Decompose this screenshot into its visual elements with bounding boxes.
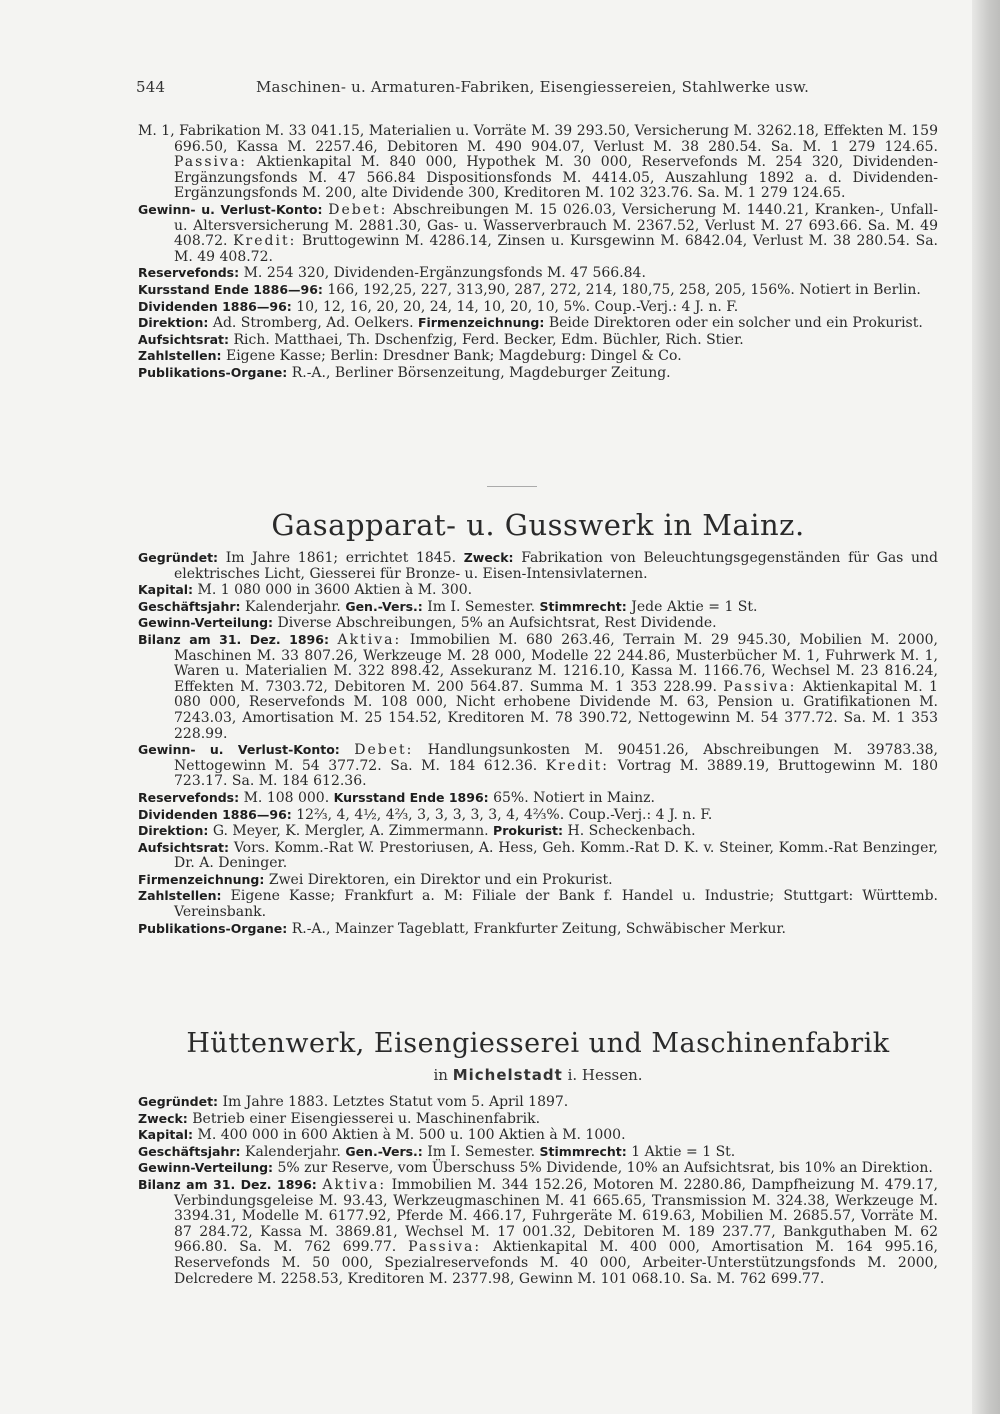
- dividenden-text: 12⅔, 4, 4½, 4⅔, 3, 3, 3, 3, 3, 4, 4⅔%. Coup.-Verj.: 4 J. n. F.: [296, 806, 713, 823]
- kapital-label: Kapital:: [138, 1127, 194, 1143]
- company-3-subtitle: [138, 1066, 938, 1084]
- bilanz-label: Bilanz am 31. Dez. 1896:: [138, 631, 329, 647]
- geschaeftsjahr-label: Geschäftsjahr:: [138, 598, 241, 614]
- debet-label: Debet:: [328, 201, 388, 218]
- reservefonds-label: Reservefonds:: [138, 789, 240, 805]
- kapital-text: M. 400 000 in 600 Aktien à M. 500 u. 100 Aktien à M. 1000.: [197, 1127, 626, 1144]
- kredit-text: Vortrag M. 3889.19, Bruttogewinn M. 180 723.17. Sa. M. 184 612.36.: [174, 757, 938, 790]
- aufsichtsrat-entry: [138, 840, 938, 872]
- genvers-text: Im I. Semester.: [427, 598, 536, 615]
- passiva-label: Passiva:: [723, 678, 797, 695]
- dividenden-entry: [138, 299, 938, 316]
- kapital-label: Kapital:: [138, 582, 194, 598]
- bilanz-entry: [138, 632, 938, 742]
- kursstand-entry: [138, 282, 938, 299]
- aufsichtsrat-entry: [138, 332, 938, 349]
- genvers-label: Gen.-Vers.:: [345, 598, 423, 614]
- kredit-label: Kredit:: [545, 757, 610, 774]
- gegruendet-label: Gegründet:: [138, 550, 219, 565]
- bilanz-label: Bilanz am 31. Dez. 1896:: [138, 1176, 317, 1192]
- kapital-entry: [138, 582, 938, 599]
- publikation-entry: [138, 921, 938, 938]
- kapital-entry: [138, 1127, 938, 1144]
- firmenzeichnung-text: Beide Direktoren oder ein solcher und ein Prokurist.: [548, 315, 923, 332]
- passiva-label: Passiva:: [174, 154, 247, 171]
- prokurist-label: Prokurist:: [493, 823, 564, 839]
- kredit-text: Bruttogewinn M. 4286.14, Zinsen u. Kursgewinn M. 6842.04, Verlust M. 38 280.54. Sa. M. 49 408.72.: [174, 233, 938, 265]
- genvers-text: Im I. Semester.: [427, 1143, 536, 1160]
- bilanz-continued: [138, 124, 938, 202]
- gewinn-verlust-konto: [138, 742, 938, 790]
- genvers-label: Gen.-Vers.:: [345, 1143, 423, 1159]
- direktion-label: Direktion:: [138, 315, 209, 331]
- subtitle-prefix: in: [433, 1066, 448, 1084]
- gegruendet-entry: [138, 550, 938, 582]
- passiva-text: Aktienkapital M. 400 000, Amortisation M. 164 995.16, Reservefonds M. 50 000, Spezialreservefonds M. 40 000, Arbeiter-Unterstützungsfonds M. 2000, Delcredere M. 2258.53, Kreditoren M. 2377.98, Gewinn M. 101 068.10. Sa. M. 762 699.77.: [174, 1239, 939, 1287]
- passiva-text: Aktienkapital M. 840 000, Hypothek M. 30 000, Reservefonds M. 254 320, Dividenden-Ergänzungsfonds M. 47 566.84 Dispositionsfonds M. 4414.05, Auszahlung 1892 a. d. Dividenden-Ergänzungsfonds M. 200, alte Dividende 300, Kreditoren M. 102 323.76. Sa. M. 1 279 124.65.: [174, 154, 938, 202]
- zahlstellen-entry: [138, 348, 938, 365]
- direktion-text: Ad. Stromberg, Ad. Oelkers.: [212, 315, 414, 332]
- passiva-text: Aktienkapital M. 1 080 000, Reservefonds M. 108 000, Nicht erhobene Dividende M. 63, Pension u. Gratifikationen M. 7243.03, Amortisation M. 25 154.52, Kreditoren M. 78 390.72, Nettogewinn M. 54 377.72. Sa. M. 1 353 228.99.: [174, 678, 938, 742]
- aktiva-label: Aktiva:: [337, 631, 402, 648]
- gegruendet-label: Gegründet:: [138, 1094, 219, 1109]
- company-3-body: [138, 1094, 938, 1287]
- gewinn-label: Gewinn- u. Verlust-Konto:: [138, 742, 340, 758]
- gewinnverteilung-entry: [138, 615, 938, 632]
- stimmrecht-text: 1 Aktie = 1 St.: [631, 1143, 736, 1160]
- zweck-entry: [138, 1111, 938, 1128]
- subtitle-town: Michelstadt: [452, 1066, 563, 1084]
- gegruendet-text: Im Jahre 1883. Letztes Statut vom 5. April 1897.: [222, 1094, 569, 1110]
- direktion-entry: [138, 823, 938, 840]
- kursstand-label: Kursstand Ende 1886—96:: [138, 281, 323, 297]
- bilanz-entry: [138, 1177, 938, 1287]
- publikation-label: Publikations-Organe:: [138, 364, 288, 380]
- gewinnverteilung-entry: [138, 1160, 938, 1177]
- gewinnverteilung-text: 5% zur Reserve, vom Überschuss 5% Dividende, 10% an Aufsichtsrat, bis 10% an Direktion.: [277, 1160, 933, 1177]
- kapital-text: M. 1 080 000 in 3600 Aktien à M. 300.: [197, 582, 473, 599]
- aufsichtsrat-text: Vors. Komm.-Rat W. Prestoriusen, A. Hess, Geh. Komm.-Rat D. K. v. Steiner, Komm.-Rat Benzinger, Dr. A. Deninger.: [174, 839, 938, 872]
- zahlstellen-entry: [138, 888, 938, 920]
- firmenzeichnung-entry: [138, 872, 938, 889]
- running-title: Maschinen- u. Armaturen-Fabriken, Eisengiessereien, Stahlwerke usw.: [256, 78, 810, 96]
- page-number: 544: [136, 78, 166, 96]
- subtitle-suffix: i. Hessen.: [567, 1066, 643, 1084]
- direktion-entry: [138, 315, 938, 332]
- publikation-entry: [138, 365, 938, 382]
- geschaeftsjahr-entry: [138, 1144, 938, 1161]
- reservefonds-entry: [138, 790, 938, 807]
- section-divider: [487, 486, 537, 487]
- gewinnverteilung-label: Gewinn-Verteilung:: [138, 615, 274, 631]
- kursstand-text: 166, 192,25, 227, 313,90, 287, 272, 214, 180,75, 258, 205, 156%. Notiert in Berlin.: [327, 281, 921, 298]
- aufsichtsrat-label: Aufsichtsrat:: [138, 331, 230, 347]
- kursstand-label: Kursstand Ende 1896:: [333, 789, 489, 805]
- gewinn-verlust-konto: [138, 202, 938, 265]
- zweck-text: Fabrikation von Beleuchtungsgegenständen für Gas und elektrisches Licht, Giesserei für Bronze- u. Eisen-Intensivlaternen.: [174, 550, 938, 582]
- reservefonds-label: Reservefonds:: [138, 265, 240, 281]
- geschaeftsjahr-label: Geschäftsjahr:: [138, 1143, 241, 1159]
- aktiva-label: Aktiva:: [322, 1176, 387, 1193]
- aufsichtsrat-text: Rich. Matthaei, Th. Dschenfzig, Ferd. Becker, Edm. Büchler, Rich. Stier.: [233, 331, 744, 348]
- geschaeftsjahr-text: Kalenderjahr.: [245, 598, 341, 615]
- zahlstellen-text: Eigene Kasse; Berlin: Dresdner Bank; Magdeburg: Dingel & Co.: [225, 348, 682, 365]
- dividenden-label: Dividenden 1886—96:: [138, 806, 292, 822]
- zweck-label: Zweck:: [463, 550, 514, 565]
- zweck-label: Zweck:: [138, 1110, 188, 1126]
- stimmrecht-label: Stimmrecht:: [539, 598, 627, 614]
- gegruendet-text: Im Jahre 1861; errichtet 1845.: [225, 550, 457, 566]
- bilanz-aktiva-text: M. 1, Fabrikation M. 33 041.15, Materialien u. Vorräte M. 39 293.50, Versicherung M. 3262.18, Effekten M. 159 696.50, Kassa M. 2257.46, Debitoren M. 490 904.07, Verlust M. 38 280.54. Sa. M. 1 279 124.65.: [138, 123, 938, 155]
- gegruendet-entry: [138, 1094, 938, 1111]
- reservefonds-text: M. 254 320, Dividenden-Ergänzungsfonds M. 47 566.84.: [243, 265, 646, 282]
- aktiva-text: Immobilien M. 344 152.26, Motoren M. 2280.86, Dampfheizung M. 479.17, Verbindungsgeleise M. 93.43, Werkzeugmaschinen M. 41 665.65, Transmission M. 324.38, Werkzeuge M. 3394.31, Modelle M. 6177.92, Pferde M. 466.17, Fuhrgeräte M. 619.63, Mobilien M. 2685.57, Vorräte M. 87 284.72, Kassa M. 3869.81, Wechsel M. 17 001.32, Debitoren M. 189 237.77, Bankguthaben M. 62 966.80. Sa. M. 762 699.77.: [174, 1176, 939, 1256]
- dividenden-label: Dividenden 1886—96:: [138, 298, 292, 314]
- publikation-text: R.-A., Mainzer Tageblatt, Frankfurter Zeitung, Schwäbischer Merkur.: [291, 920, 786, 937]
- direktion-label: Direktion:: [138, 823, 209, 839]
- dividenden-text: 10, 12, 16, 20, 20, 24, 14, 10, 20, 10, 5%. Coup.-Verj.: 4 J. n. F.: [296, 298, 739, 315]
- zahlstellen-label: Zahlstellen:: [138, 348, 222, 364]
- geschaeftsjahr-text: Kalenderjahr.: [245, 1143, 341, 1160]
- prokurist-text: H. Scheckenbach.: [567, 823, 696, 840]
- debet-label: Debet:: [354, 742, 414, 759]
- firmenzeichnung-label: Firmenzeichnung:: [138, 871, 265, 887]
- aufsichtsrat-label: Aufsichtsrat:: [138, 839, 230, 855]
- page-edge-shadow: [972, 0, 1000, 1414]
- zahlstellen-label: Zahlstellen:: [138, 888, 222, 904]
- firmenzeichnung-label: Firmenzeichnung:: [417, 315, 545, 331]
- reservefonds-text: M. 108 000.: [243, 789, 330, 806]
- reservefonds-entry: [138, 265, 938, 282]
- gewinnverteilung-text: Diverse Abschreibungen, 5% an Aufsichtsrat, Rest Dividende.: [277, 615, 717, 632]
- aktiva-text: Immobilien M. 680 263.46, Terrain M. 29 945.30, Mobilien M. 2000, Maschinen M. 33 807.26, Werkzeuge M. 28 000, Modelle 22 244.86, Musterbücher M. 1, Fuhrwerk M. 1, Waren u. Materialien M. 322 898.42, Assekuranz M. 1216.10, Kassa M. 1166.76, Wechsel M. 23 816.24, Effekten M. 7303.72, Debitoren M. 200 564.87. Summa M. 1 353 228.99.: [174, 631, 938, 695]
- zahlstellen-text: Eigene Kasse; Frankfurt a. M: Filiale der Bank f. Handel u. Industrie; Stuttgart: Württemb. Vereinsbank.: [174, 888, 939, 921]
- debet-text: Handlungsunkosten M. 90451.26, Abschreibungen M. 39783.38, Nettogewinn M. 54 377.72. Sa. M. 184 612.36.: [174, 742, 939, 774]
- company-2-title: Gasapparat- u. Gusswerk in Mainz.: [271, 508, 805, 542]
- passiva-label: Passiva:: [408, 1239, 482, 1256]
- page-header: [136, 78, 936, 96]
- stimmrecht-label: Stimmrecht:: [539, 1143, 627, 1159]
- gewinn-label: Gewinn- u. Verlust-Konto:: [138, 201, 323, 217]
- stimmrecht-text: Jede Aktie = 1 St.: [631, 598, 758, 615]
- kredit-label: Kredit:: [233, 233, 297, 250]
- publikation-text: R.-A., Berliner Börsenzeitung, Magdeburger Zeitung.: [291, 364, 671, 381]
- debet-text: Abschreibungen M. 15 026.03, Versicherung M. 1440.21, Kranken-, Unfall- u. Altersversicherung M. 2881.30, Gas- u. Wasserverbrauch M. 2367.52, Verlust M. 27 693.66. Sa. M. 49 408.72.: [174, 201, 938, 250]
- kursstand-text: 65%. Notiert in Mainz.: [493, 789, 655, 806]
- company-2-body: [138, 550, 938, 937]
- company-1-continued: [138, 124, 938, 382]
- company-3-title: Hüttenwerk, Eisengiesserei und Maschinenfabrik: [186, 1028, 890, 1059]
- publikation-label: Publikations-Organe:: [138, 920, 288, 936]
- zweck-text: Betrieb einer Eisengiesserei u. Maschinenfabrik.: [192, 1110, 541, 1127]
- firmenzeichnung-text: Zwei Direktoren, ein Direktor und ein Prokurist.: [268, 871, 613, 888]
- geschaeftsjahr-entry: [138, 599, 938, 616]
- direktion-text: G. Meyer, K. Mergler, A. Zimmermann.: [212, 823, 489, 840]
- dividenden-entry: [138, 807, 938, 824]
- gewinnverteilung-label: Gewinn-Verteilung:: [138, 1160, 274, 1176]
